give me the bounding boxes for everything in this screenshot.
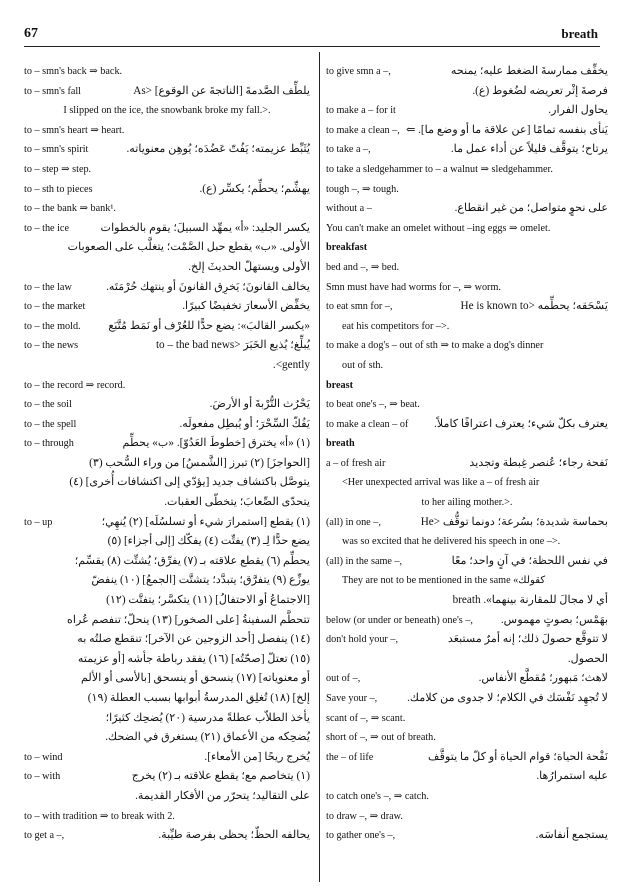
entry-line	[326, 807, 608, 827]
entry-line	[24, 121, 310, 141]
arabic-translation: يخفِّف ممارسةَ الضغط عليه؛ يمنحه	[450, 65, 608, 77]
english-phrase: to – the record ⇒ record.	[24, 379, 126, 391]
entry-line	[326, 591, 608, 611]
english-phrase: You can't make an omelet without –ing eggs ⇒ omelet.	[326, 222, 551, 234]
entry-line	[24, 826, 310, 846]
arabic-translation: نَفْحة الحياة؛ قوام الحياة أو كلّ ما يتوقَّف	[428, 750, 608, 763]
english-phrase: to draw –, ⇒ draw.	[326, 810, 403, 822]
arabic-translation: (١) يقطع [استمرارَ شيء أو تسلسُلَه] (٢) يُنهِي؛	[101, 515, 310, 528]
entry-line	[326, 826, 608, 846]
english-phrase: to give smn a –,	[326, 66, 391, 77]
entry-line	[326, 258, 608, 278]
english-phrase: to beat one's –, ⇒ beat.	[326, 399, 420, 411]
entry-line	[326, 336, 608, 356]
english-phrase: to – the soil	[24, 399, 72, 411]
entry-line	[326, 473, 608, 493]
entry-line	[24, 591, 310, 611]
entry-line	[24, 415, 310, 435]
entry-line	[326, 62, 608, 82]
arabic-translation: يخفِّض الأسعارَ تخفيضًا كبيرًا.	[182, 300, 310, 313]
arabic-translation: يَنأى بنفسه تمامًا [عن علاقة ما أو وضع ما]. ⇐	[405, 123, 608, 136]
page-number: 67	[24, 26, 38, 41]
headword: breast	[326, 379, 353, 391]
arabic-translation: يلطِّف الصَّدمةَ [الناتجةَ عن الوقوع] <As	[133, 84, 310, 97]
english-phrase: a – of fresh air	[326, 457, 386, 469]
english-phrase: to – the news	[24, 340, 79, 352]
english-phrase: to – up	[24, 516, 53, 528]
arabic-translation: يخالف القانونَ؛ يَخرِق القانونَ أو ينتهك حُرْمَتَه.	[106, 280, 310, 293]
arabic-translation: يرتاح؛ يتوقَّف قليلاً عن أداء عمل ما.	[450, 143, 608, 156]
entry-line	[326, 160, 608, 180]
arabic-translation: لاهث؛ مَبهور؛ مُقطَّع الأنفاس.	[478, 672, 608, 685]
arabic-translation: أي لا مجالَ للمقارنة بينهما». breath	[452, 594, 608, 607]
entry-line	[326, 650, 608, 670]
english-phrase: to make a clean – of	[326, 418, 409, 430]
entry-line	[326, 767, 608, 787]
english-phrase: (all) in the same –,	[326, 555, 403, 567]
english-phrase: to – wind	[24, 751, 63, 763]
entry-line	[326, 532, 608, 552]
arabic-translation: لا تُجهِد نَفْسَك في الكلام؛ لا جدوى من كلامك.	[407, 692, 608, 704]
arabic-translation: يُخرج ريحًا [من الأمعاء].	[204, 750, 310, 763]
entry-line	[326, 101, 608, 121]
english-phrase: to – the ice	[24, 222, 69, 234]
english-continuation: <Her unexpected arrival was like a – of fresh air	[342, 477, 540, 489]
right-column	[326, 62, 608, 846]
entry-line	[24, 356, 310, 376]
entry-line	[326, 238, 608, 258]
entry-line	[326, 669, 608, 689]
entry-line	[326, 513, 608, 533]
entry-line	[326, 219, 608, 239]
arabic-translation: (١) «أ» يخترق [خطوطَ العَدُوّ]. «ب» يحطِّم	[122, 437, 310, 450]
english-phrase: to – smn's fall	[24, 85, 82, 97]
entry-line	[24, 650, 310, 670]
arabic-translation: يَسْحَقه؛ يحطِّمه <He is known to	[460, 300, 608, 313]
entry-line	[326, 376, 608, 396]
entry-line	[326, 395, 608, 415]
arabic-translation: تتحطَّم السفينةُ [على الصخور] (١٣) ينحلّ؛ تنفصم عُراه	[67, 613, 310, 626]
arabic-translation: نَفحة رجاء؛ عُنصر غِبطة وتجديد	[469, 456, 608, 469]
english-phrase: to – the spell	[24, 418, 77, 430]
english-example: to her ailing mother.>.	[421, 497, 513, 509]
entry-line	[326, 434, 608, 454]
entry-line	[326, 356, 608, 376]
arabic-translation: يهشِّم؛ يحطِّم؛ يكسِّر (ع).	[199, 182, 310, 195]
arabic-translation: يَحْرُث التُّرْبةَ أو الأرضَ.	[209, 398, 310, 411]
entry-line	[326, 121, 608, 141]
entry-line	[326, 630, 608, 650]
english-phrase: don't hold your –,	[326, 634, 399, 646]
english-phrase: to – smn's back ⇒ back.	[24, 66, 123, 77]
arabic-translation: يُبلِّغ؛ يُذيع الخَبَرَ <to – the bad news	[155, 339, 310, 352]
english-continuation: They are not to be mentioned in the same «كقولك	[342, 575, 546, 587]
entry-line	[326, 571, 608, 591]
entry-line	[24, 297, 310, 317]
arabic-translation: يُضحِكه من الأعماق (٢١) يستغرق في الضحك.	[105, 731, 310, 744]
arabic-translation: يتحدّى الصِّعابَ؛ يتخطّى العقبات.	[164, 496, 310, 509]
entry-line	[326, 297, 608, 317]
column-divider	[319, 52, 320, 882]
entry-line	[24, 728, 310, 748]
entry-line	[24, 336, 310, 356]
entry-line	[326, 728, 608, 748]
entry-line	[326, 689, 608, 709]
entry-line	[24, 219, 310, 239]
english-phrase: below (or under or beneath) one's –,	[326, 614, 473, 626]
entry-line	[326, 180, 608, 200]
entry-line	[24, 709, 310, 729]
english-phrase: the – of life	[326, 751, 374, 763]
english-phrase: Smn must have had worms for –, ⇒ worm.	[326, 281, 501, 293]
entry-line	[24, 140, 310, 160]
arabic-translation: يوزِّع (٩) يتفرَّق؛ يتبدَّد؛ يتشتَّت [الجمعُ] (١٠) ينفضّ	[91, 574, 310, 587]
english-phrase: to make a dog's – out of sth ⇒ to make a dog's dinner	[326, 340, 544, 352]
arabic-translation: gently>.	[272, 358, 310, 371]
english-phrase: to gather one's –,	[326, 830, 396, 842]
arabic-translation: (١٤) ينفصل [أحد الزوجين عن الآخر]؛ تنقطع صلتُه به	[77, 633, 310, 646]
entry-line	[326, 611, 608, 631]
headword: breakfast	[326, 242, 368, 254]
entry-line	[326, 199, 608, 219]
arabic-translation: يحالفه الحظّ؛ يحظى بفرصة طيِّبة.	[158, 829, 310, 842]
entry-line	[24, 278, 310, 298]
english-phrase: out of –,	[326, 673, 361, 685]
entry-line	[24, 532, 310, 552]
entry-line	[326, 317, 608, 337]
arabic-translation: يُثَبِّط عزيمته؛ يَفُتّ عَضُدَه؛ يُوهِن معنوياته.	[126, 143, 310, 156]
entry-line	[24, 62, 310, 82]
arabic-translation: (١) يتخاصم مع؛ يقطع علاقته بـ (٢) يخرج	[131, 770, 310, 783]
entry-line	[24, 376, 310, 396]
arabic-translation: الأولى. «ب» يقطع حبل الصَّمْت؛ يتغلَّب على الصعوبات	[67, 241, 310, 254]
arabic-translation: [الاجتماعُ أو الاحتفالُ] (١١) يتكسَّر؛ يتفتَّت (١٢)	[106, 594, 310, 607]
english-phrase: to make a clean –,	[326, 124, 400, 136]
english-phrase: to eat smn for –,	[326, 301, 393, 313]
entry-line	[326, 787, 608, 807]
english-continuation: eat his competitors for –>.	[342, 320, 450, 332]
english-phrase: bed and –, ⇒ bed.	[326, 261, 400, 273]
english-phrase: to catch one's –, ⇒ catch.	[326, 790, 429, 802]
arabic-translation: يأخذ الطلاّب عطلةً مدرسية (٢٠) يُضحِك كثيرًا؛	[105, 711, 310, 724]
english-phrase: to – with tradition ⇒ to break with 2.	[24, 810, 175, 822]
arabic-translation: يتوصَّل باكتشاف جديد [يؤدّي إلى اكتشافات أُخرى] (٤)	[69, 476, 310, 489]
entry-line	[24, 101, 310, 121]
english-phrase: to – the bank ⇒ bank¹.	[24, 203, 116, 215]
arabic-translation: يَفُكّ السِّحْرَ؛ أو يُبطِل مفعولَه.	[179, 417, 310, 430]
entry-line	[326, 552, 608, 572]
header-rule	[24, 46, 600, 47]
entry-line	[24, 767, 310, 787]
arabic-translation: (١٥) تعتلّ [صحّتُه] (١٦) يفقد رباطة جأشه [أو عزيمته	[77, 652, 310, 665]
english-phrase: Save your –,	[326, 693, 378, 704]
english-phrase: to – smn's heart ⇒ heart.	[24, 124, 125, 136]
english-continuation: out of sth.	[342, 359, 384, 371]
english-phrase: to make a – for it	[326, 105, 396, 117]
arabic-translation: بحماسة شديدة؛ بسُرعة؛ دونما توقُّف <He	[420, 515, 608, 528]
arabic-translation: الأولى ويستهلّ الحديثَ إلخ.	[188, 260, 310, 273]
arabic-translation: يضع حدًّا لِـ (٣) يفتِّت (٤) يفكّك [إلى أجزاء] (٥)	[107, 535, 310, 548]
english-phrase: to take a sledgehammer to – a walnut ⇒ sledgehammer.	[326, 163, 553, 175]
arabic-translation: على التقاليد؛ يتحرّر من الأفكار القديمة.	[135, 789, 310, 802]
entry-line	[24, 493, 310, 513]
entry-line	[326, 493, 608, 513]
entry-line	[24, 669, 310, 689]
english-phrase: (all) in one –,	[326, 516, 381, 528]
entry-line	[24, 454, 310, 474]
entry-line	[326, 454, 608, 474]
english-phrase: short of –, ⇒ out of breath.	[326, 732, 436, 744]
entry-line	[24, 513, 310, 533]
english-phrase: scant of –, ⇒ scant.	[326, 712, 406, 724]
entry-line	[24, 160, 310, 180]
entry-line	[24, 689, 310, 709]
arabic-translation: أو معنوياته] (١٧) ينسحق أو ينسحق [بالأسى أو الألم	[80, 672, 310, 685]
entry-line	[24, 787, 310, 807]
arabic-translation: [الحواجزَ] (٢) تبرز [الشَّمسُ] من وراء السُّحب (٣)	[89, 456, 310, 469]
entry-line	[326, 709, 608, 729]
english-phrase: to get a –,	[24, 830, 65, 842]
headword: breath	[326, 438, 355, 450]
running-head: breath	[561, 26, 598, 41]
arabic-translation: يكسر الجليد: «أ» يمهِّد السبيلَ؛ يقوم بالخطوات	[100, 221, 310, 234]
arabic-translation: يعترف بكلّ شيء؛ يعترف اعترافًا كاملاً.	[434, 417, 608, 430]
english-phrase: to – smn's spirit	[24, 144, 89, 156]
english-phrase: to – the mold.	[24, 320, 81, 332]
entry-line	[24, 317, 310, 337]
english-phrase: to – through	[24, 438, 74, 450]
entry-line	[24, 434, 310, 454]
arabic-translation: في نفس اللحظة؛ في آنٍ واحد؛ معًا	[451, 554, 608, 567]
english-phrase: without a –	[326, 203, 372, 215]
entry-line	[24, 180, 310, 200]
entry-line	[24, 238, 310, 258]
arabic-translation: على نحوٍ متواصل؛ من غير انقطاع.	[454, 202, 608, 215]
arabic-translation: يحطِّم (٦) يقطع علاقته بـ (٧) يفرِّق؛ يُشتِّت (٨) يقسِّم؛	[74, 554, 310, 567]
entry-line	[24, 258, 310, 278]
english-phrase: tough –, ⇒ tough.	[326, 183, 399, 195]
english-phrase: to – the market	[24, 301, 86, 313]
english-example: I slipped on the ice, the snowbank broke my fall.>.	[63, 105, 271, 117]
arabic-translation: عليه استمرارُها.	[536, 770, 608, 783]
english-phrase: to – sth to pieces	[24, 183, 93, 195]
english-phrase: to take a –,	[326, 144, 371, 156]
english-phrase: to – with	[24, 771, 61, 783]
entry-line	[24, 552, 310, 572]
entry-line	[24, 748, 310, 768]
arabic-translation: يحاول الفرار.	[548, 104, 608, 117]
entry-line	[24, 82, 310, 102]
entry-line	[24, 473, 310, 493]
entry-line	[326, 278, 608, 298]
entry-line	[24, 395, 310, 415]
arabic-translation: الحصول.	[567, 652, 608, 665]
entry-line	[24, 611, 310, 631]
arabic-translation: بهَمْس؛ بصوتٍ مهموس.	[500, 613, 608, 626]
entry-line	[24, 571, 310, 591]
arabic-translation: فرصةَ إثْر تعريضه لضُغوط (ع).	[472, 84, 608, 97]
entry-line	[326, 140, 608, 160]
english-continuation: was so excited that he delivered his speech in one –>.	[342, 536, 561, 548]
arabic-translation: يستجمع أنفاسَه.	[535, 829, 608, 842]
english-phrase: to – step ⇒ step.	[24, 163, 92, 175]
left-column	[24, 62, 310, 846]
entry-line	[326, 748, 608, 768]
entry-line	[24, 630, 310, 650]
entry-line	[326, 415, 608, 435]
entry-line	[24, 199, 310, 219]
entry-line	[326, 82, 608, 102]
entry-line	[24, 807, 310, 827]
arabic-translation: لا تتوقَّع حصولَ ذلك؛ إنه أمرٌ مستبعَد	[447, 633, 608, 646]
arabic-translation: إلخ] (١٨) تُغلِق المدرسةُ أبوابها بسبب العطلة (١٩)	[87, 692, 310, 704]
english-phrase: to – the law	[24, 281, 72, 293]
arabic-translation: «يكسر القالبَ»: يضع حدًّا للعُرْف أو نَمَط مُتَّبَع	[108, 319, 310, 332]
